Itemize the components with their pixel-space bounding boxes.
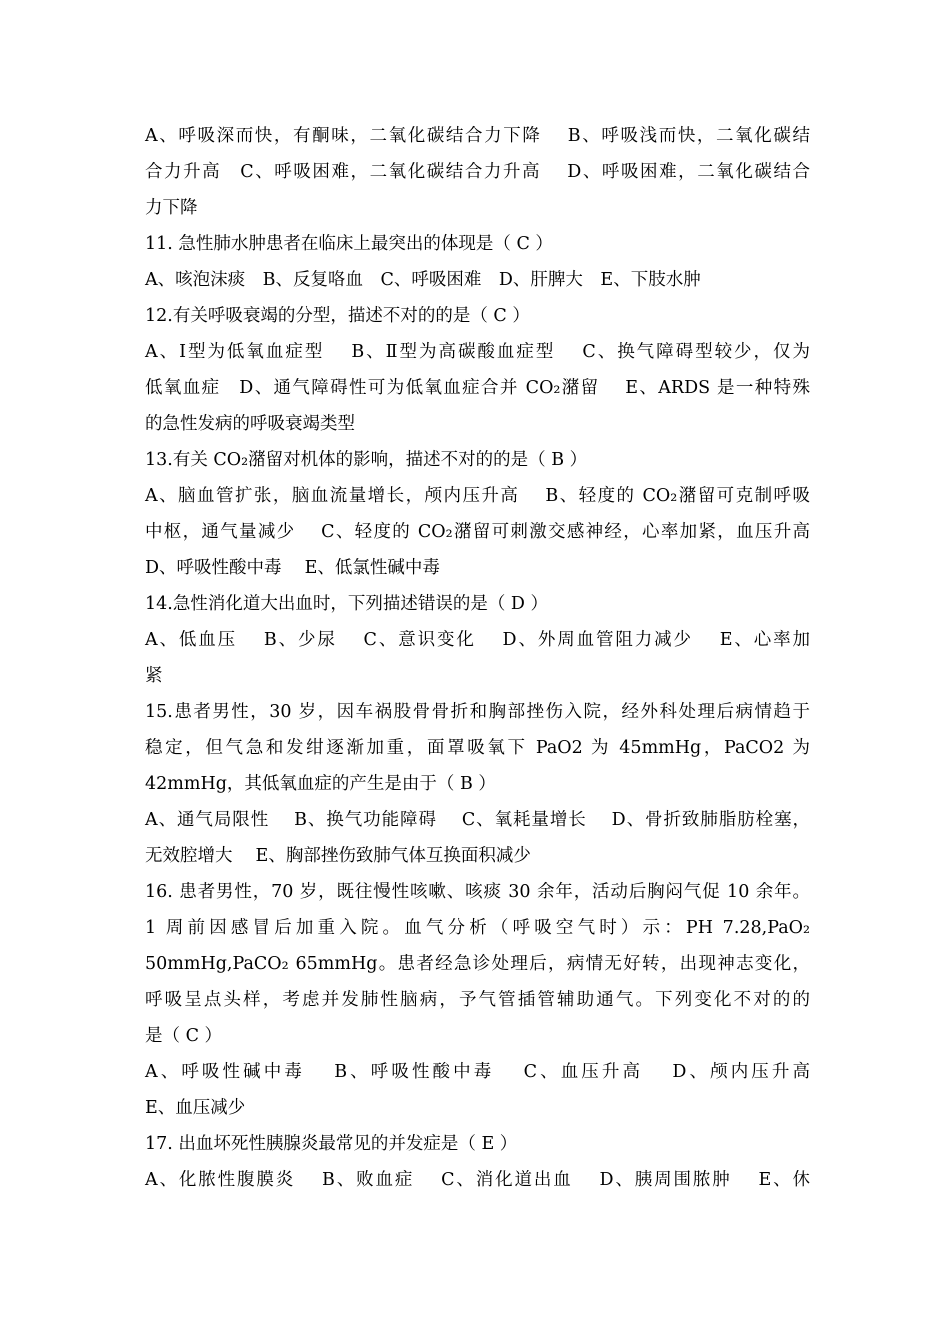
text-line: A、脑血管扩张，脑血流量增长，颅内压升高 B、轻度的 CO₂潴留可克制呼吸: [145, 486, 810, 506]
text-line: 合力升高 C、呼吸困难，二氧化碳结合力升高 D、呼吸困难，二氧化碳结合: [145, 162, 810, 182]
text-line: 呼吸呈点头样，考虑并发肺性脑病，予气管插管辅助通气。下列变化不对的的: [145, 990, 810, 1010]
text-line: A、Ⅰ型为低氧血症型 B、Ⅱ型为高碳酸血症型 C、换气障碍型较少，仅为: [145, 342, 810, 362]
text-line: A、通气局限性 B、换气功能障碍 C、氧耗量增长 D、骨折致肺脂肪栓塞，: [145, 810, 810, 830]
text-line: 低氧血症 D、通气障碍性可为低氧血症合并 CO₂潴留 E、ARDS 是一种特殊: [145, 378, 810, 398]
text-line: 力下降: [145, 198, 198, 218]
text-line: A、咳泡沫痰 B、反复咯血 C、呼吸困难 D、肝脾大 E、下肢水肿: [145, 270, 701, 290]
text-line: 稳定，但气急和发绀逐渐加重，面罩吸氧下 PaO2 为 45mmHg，PaCO2 为: [145, 738, 810, 758]
text-line: A、化脓性腹膜炎 B、败血症 C、消化道出血 D、胰周围脓肿 E、休: [145, 1170, 810, 1190]
text-line: D、呼吸性酸中毒 E、低氯性碱中毒: [145, 558, 440, 578]
text-line: A、低血压 B、少尿 C、意识变化 D、外周血管阻力减少 E、心率加: [145, 630, 810, 650]
text-line: 无效腔增大 E、胸部挫伤致肺气体互换面积减少: [145, 846, 531, 866]
text-line: 中枢，通气量减少 C、轻度的 CO₂潴留可刺激交感神经，心率加紧，血压升高: [145, 522, 810, 542]
text-line: 是（ C ）: [145, 1026, 223, 1046]
question-16: 16. 患者男性，70 岁，既往慢性咳嗽、咳痰 30 余年，活动后胸闷气促 10 余年。: [145, 882, 810, 902]
question-15: 15.患者男性，30 岁，因车祸股骨骨折和胸部挫伤入院，经外科处理后病情趋于: [145, 702, 810, 722]
text-line: A、呼吸深而快，有酮味，二氧化碳结合力下降 B、呼吸浅而快，二氧化碳结: [145, 126, 810, 146]
question-14: 14.急性消化道大出血时，下列描述错误的是（ D ）: [145, 594, 548, 614]
text-line: 的急性发病的呼吸衰竭类型: [145, 414, 355, 434]
text-line: A、呼吸性碱中毒 B、呼吸性酸中毒 C、血压升高 D、颅内压升高: [145, 1062, 810, 1082]
text-line: 50mmHg,PaCO₂ 65mmHg。患者经急诊处理后，病情无好转，出现神志变化，: [145, 954, 810, 974]
document-body: [145, 118, 810, 1198]
question-11: 11. 急性肺水肿患者在临床上最突出的体现是（ C ）: [145, 234, 553, 254]
text-line: 42mmHg，其低氧血症的产生是由于（ B ）: [145, 774, 496, 794]
text-line: 紧: [145, 666, 163, 686]
question-17: 17. 出血坏死性胰腺炎最常见的并发症是（ E ）: [145, 1134, 518, 1154]
question-13: 13.有关 CO₂潴留对机体的影响，描述不对的的是（ B ）: [145, 450, 588, 470]
question-12: 12.有关呼吸衰竭的分型，描述不对的的是（ C ）: [145, 306, 530, 326]
text-line: 1 周前因感冒后加重入院。血气分析（呼吸空气时）示：PH 7.28,PaO₂: [145, 918, 810, 938]
text-line: E、血压减少: [145, 1098, 246, 1118]
